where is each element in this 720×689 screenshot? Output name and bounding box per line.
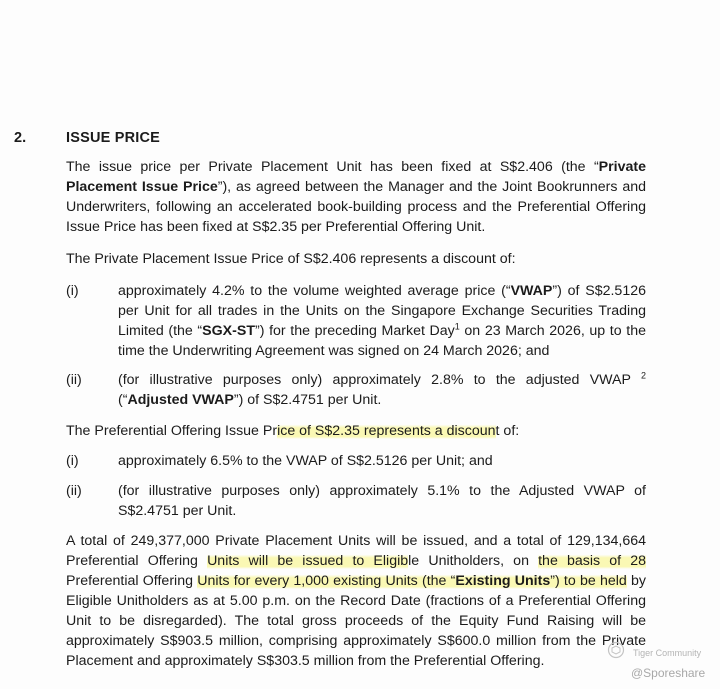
text-run: The issue price per Private Placement Unit has been fixed at S$2.406 (the “ bbox=[66, 159, 599, 175]
paragraph-issue-price bbox=[66, 157, 646, 237]
highlighted-text: ”) to be held bbox=[550, 573, 627, 589]
list-item-vwap-preferential: approximately 6.5% to the VWAP of S$2.5126 per Unit; and bbox=[118, 453, 493, 469]
text-run: approximately 4.2% to the volume weighted average price (“ bbox=[118, 283, 511, 299]
list-item-adjusted-vwap bbox=[118, 370, 646, 410]
text-run: A total of 249,377,000 Private Placement Units will be issued, and a total of 129,134,664 Preferential Offering bbox=[66, 533, 646, 569]
defined-term: Adjusted VWAP bbox=[127, 392, 234, 408]
text-run: (for illustrative purposes only) approximately 2.8% to the adjusted VWAP bbox=[118, 372, 631, 388]
text-run: ”) of S$2.5126 per Unit for all trades in the Units on the Singapore Exchange Securities Trading Limited (the “ bbox=[118, 283, 646, 339]
text-run: ”) for the preceding Market Day bbox=[255, 323, 455, 339]
section-title: ISSUE PRICE bbox=[66, 130, 161, 146]
tiger-logo-icon bbox=[607, 641, 625, 659]
list-item-number: (ii) bbox=[66, 483, 82, 499]
text-run: (“ bbox=[118, 392, 128, 408]
paragraph-units-issued bbox=[66, 531, 646, 671]
watermark-handle: @Sporeshare bbox=[631, 666, 706, 680]
text-run: Preferential Offering bbox=[66, 573, 198, 589]
list-item-number: (i) bbox=[66, 453, 79, 469]
defined-term: VWAP bbox=[510, 283, 553, 299]
text-run: ”), as agreed between the Manager and the Joint Bookrunners and Underwriters, following an accelerated book-building process and the Preferential Offering Issue Price has been fixed at S$2.35 per Preferential Offering Unit. bbox=[66, 179, 646, 235]
list-item-number: (ii) bbox=[66, 372, 82, 388]
section-number: 2. bbox=[14, 130, 27, 146]
paragraph-placement-discount: The Private Placement Issue Price of S$2.406 represents a discount of: bbox=[66, 251, 516, 267]
footnote-ref: 2 bbox=[640, 370, 646, 381]
footnote-ref: 1 bbox=[454, 321, 460, 332]
text-run: ”) of S$2.4751 per Unit. bbox=[233, 392, 382, 408]
text-run: on 23 March 2026, up to the time the Underwriting Agreement was signed on 24 March 2026; and bbox=[118, 323, 646, 359]
highlighted-text: ice of S$2.35 represents a discoun bbox=[277, 423, 496, 439]
paragraph-preferential-discount bbox=[66, 421, 646, 441]
defined-term: Existing Units bbox=[455, 573, 551, 589]
defined-term: SGX-ST bbox=[202, 323, 255, 339]
text-run: le Unitholders, on bbox=[408, 553, 539, 569]
highlighted-text: Units for every 1,000 existing Units (the “ bbox=[197, 573, 456, 589]
watermark-community: Tiger Community bbox=[633, 648, 702, 658]
list-item-vwap bbox=[118, 281, 646, 361]
highlighted-text: the basis of 28 bbox=[538, 553, 646, 569]
text-run: The Preferential Offering Issue Pr bbox=[66, 423, 278, 439]
highlighted-text: Units will be issued to Eligib bbox=[207, 553, 409, 569]
list-item-number: (i) bbox=[66, 283, 79, 299]
defined-term: Private Placement Issue Price bbox=[66, 159, 646, 195]
text-run: by Eligible Unitholders as at 5.00 p.m. on the Record Date (fractions of a Preferential Offering Unit to be disregarded). The total gross proceeds of the Equity Fund Raising will be approximately S$903.5 million, comprising approximately S$600.0 million from the Private Placement and approximately S$303.5 million from the Preferential Offering. bbox=[66, 573, 646, 669]
list-item-adjusted-vwap-preferential: (for illustrative purposes only) approximately 5.1% to the Adjusted VWAP of S$2.4751 per Unit. bbox=[118, 483, 646, 519]
text-run: t of: bbox=[495, 423, 520, 439]
